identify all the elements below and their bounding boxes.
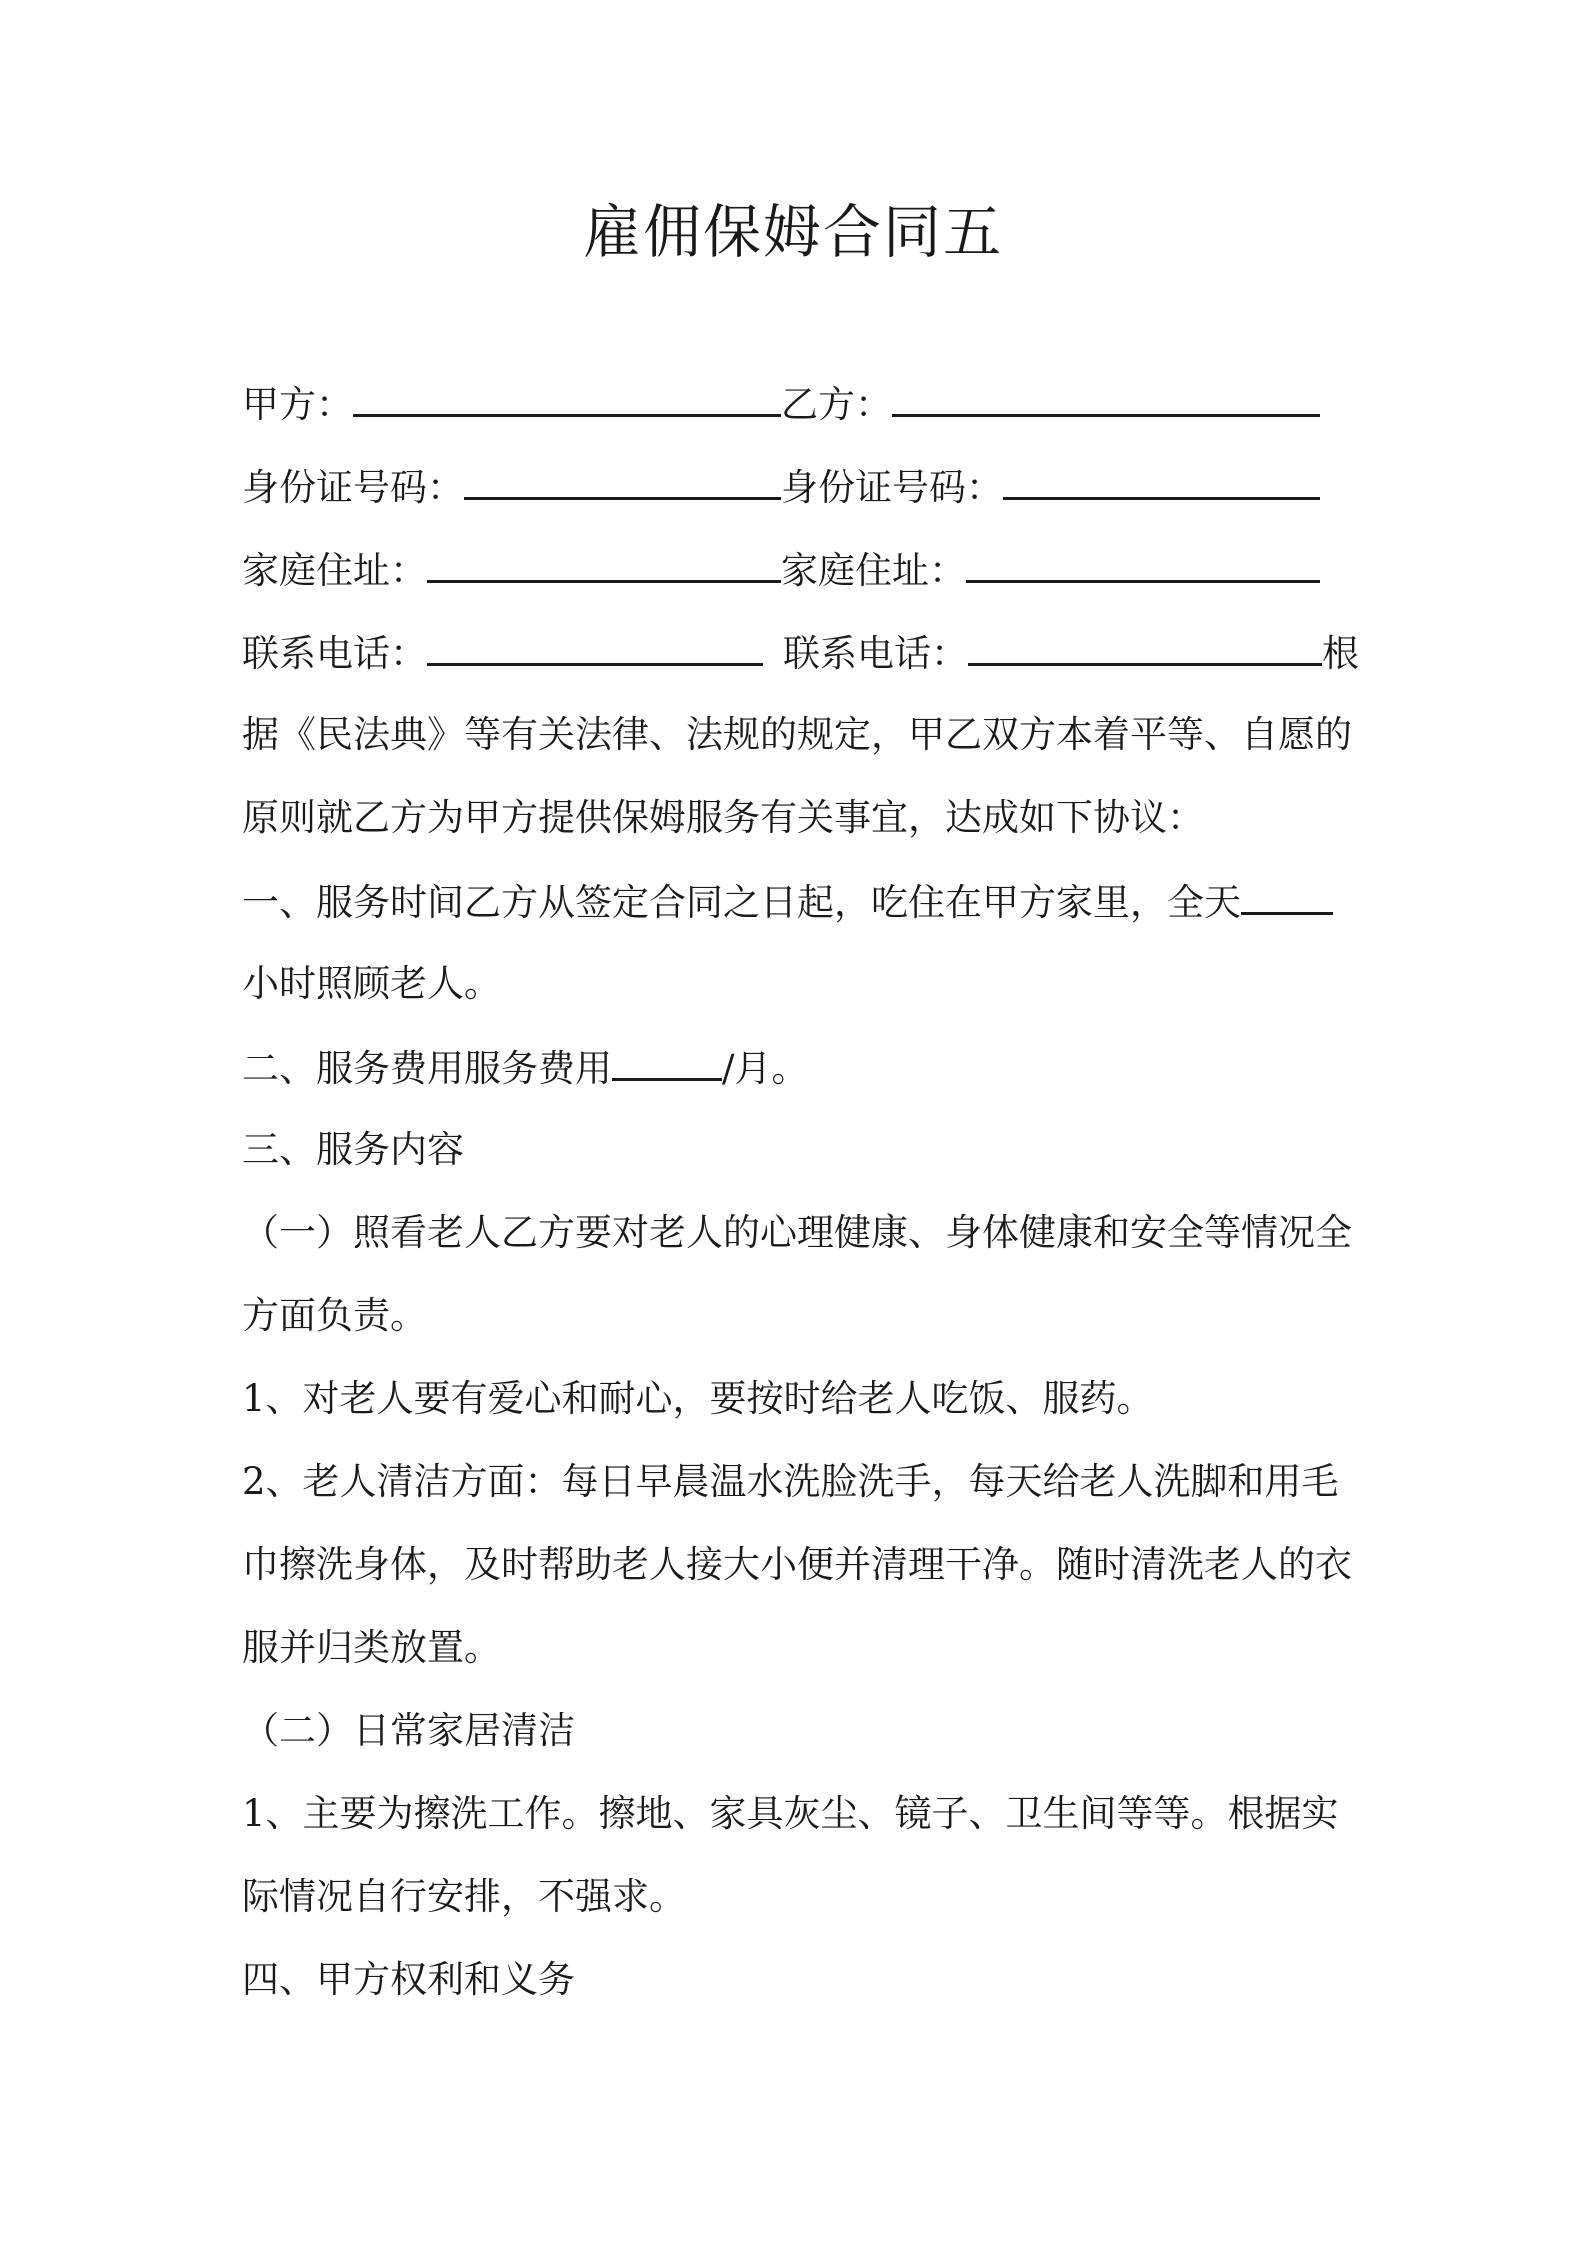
section-1-line-2: 小时照顾老人。 — [242, 962, 501, 1005]
phone-label-b: 联系电话： — [783, 632, 968, 675]
id-label-a: 身份证号码： — [242, 466, 464, 509]
subsection-1-line-2: 方面负责。 — [242, 1294, 427, 1337]
intro-text-start: 根 — [1322, 632, 1359, 675]
intro-paragraph-line-2: 据《民法典》等有关法律、法规的规定，甲乙双方本着平等、自愿的 — [242, 713, 1352, 756]
fee-blank[interactable] — [612, 1042, 722, 1081]
id-label-b: 身份证号码： — [781, 466, 1003, 509]
section-2 — [242, 1042, 808, 1094]
party-b-label: 乙方： — [781, 383, 892, 426]
phone-b-blank[interactable] — [968, 627, 1322, 666]
address-a-blank[interactable] — [427, 544, 781, 583]
address-row — [242, 544, 1320, 596]
address-label-a: 家庭住址： — [242, 549, 427, 592]
subsection-1-line-1: （一）照看老人乙方要对老人的心理健康、身体健康和安全等情况全 — [242, 1211, 1352, 1254]
party-b-blank[interactable] — [892, 378, 1320, 417]
phone-row — [242, 627, 1359, 679]
section-1-text: 一、服务时间乙方从签定合同之日起，吃住在甲方家里，全天 — [242, 881, 1241, 924]
section-2-text: 二、服务费用服务费用 — [242, 1047, 612, 1090]
phone-a-blank[interactable] — [427, 627, 763, 666]
subsection-2-heading: （二）日常家居清洁 — [242, 1709, 575, 1752]
subsection-1-item-2-line-1: 2、老人清洁方面：每日早晨温水洗脸洗手，每天给老人洗脚和用毛 — [242, 1460, 1339, 1503]
section-3-heading: 三、服务内容 — [242, 1128, 464, 1171]
party-a-blank[interactable] — [353, 378, 781, 417]
subsection-1-item-2-line-2: 巾擦洗身体，及时帮助老人接大小便并清理干净。随时清洗老人的衣 — [242, 1543, 1352, 1586]
subsection-2-item-1-line-1: 1、主要为擦洗工作。擦地、家具灰尘、镜子、卫生间等等。根据实 — [242, 1792, 1339, 1835]
id-a-blank[interactable] — [464, 461, 781, 500]
id-row — [242, 461, 1320, 513]
subsection-2-item-1-line-2: 际情况自行安排，不强求。 — [242, 1875, 686, 1918]
section-1-line-1 — [242, 876, 1333, 928]
party-a-label: 甲方： — [242, 383, 353, 426]
fee-unit: /月。 — [722, 1047, 809, 1090]
address-label-b: 家庭住址： — [781, 549, 966, 592]
id-b-blank[interactable] — [1003, 461, 1320, 500]
phone-label-a: 联系电话： — [242, 632, 427, 675]
party-row — [242, 378, 1320, 430]
hours-blank[interactable] — [1241, 876, 1333, 915]
intro-paragraph-line-3: 原则就乙方为甲方提供保姆服务有关事宜，达成如下协议： — [242, 796, 1204, 839]
document-title: 雇佣保姆合同五 — [582, 198, 1003, 266]
section-4-heading: 四、甲方权利和义务 — [242, 1958, 575, 2001]
subsection-1-item-1: 1、对老人要有爱心和耐心，要按时给老人吃饭、服药。 — [242, 1377, 1154, 1420]
address-b-blank[interactable] — [966, 544, 1320, 583]
subsection-1-item-2-line-3: 服并归类放置。 — [242, 1626, 501, 1669]
